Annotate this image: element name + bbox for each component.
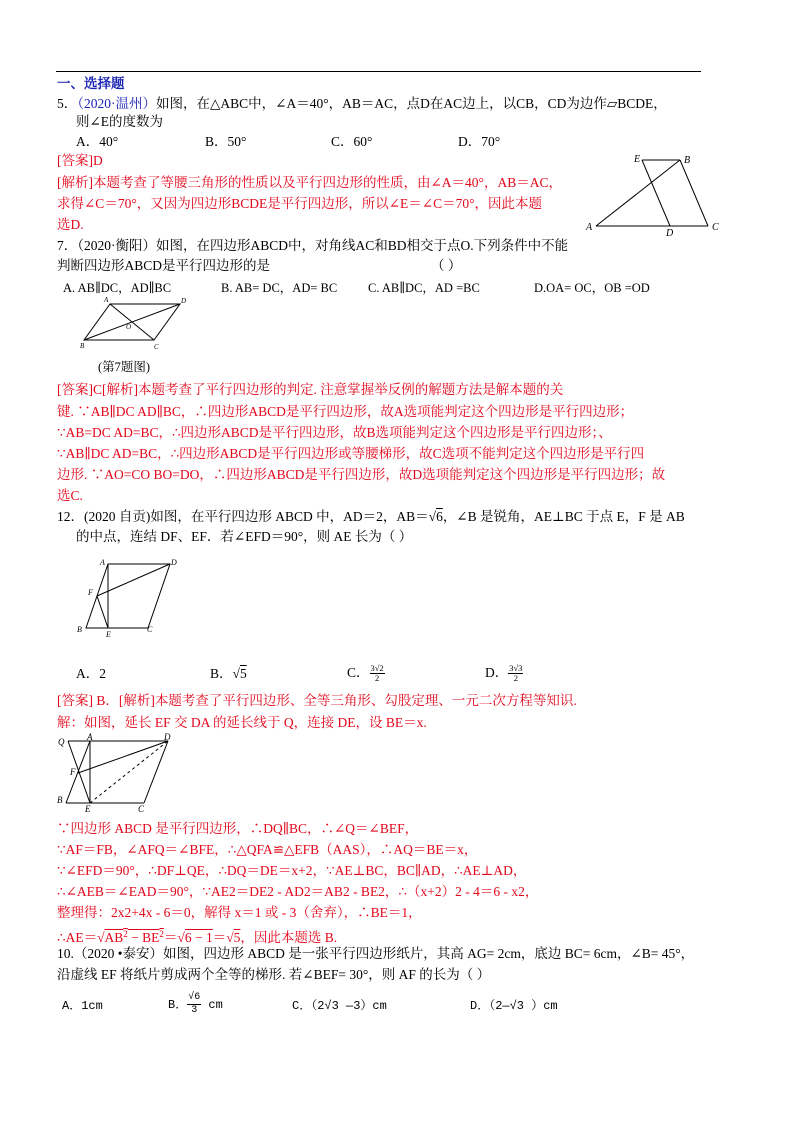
q5-fig-label-b: B <box>684 155 691 166</box>
q10-option-b <box>168 990 223 1020</box>
q12-final-sqrt1: $√AB^2 - BE^2$ <box>97 929 164 945</box>
q12-option-b-letter: B． <box>210 666 233 681</box>
q5-stem-line1 <box>57 95 667 113</box>
q5-option-b: B．50° <box>205 134 247 149</box>
q12-step-4: ∴∠AEB＝∠EAD＝90°，∵AE2＝DE2 - AD2＝AB2 - BE2，∴（x+2）2 - 4＝6 - x2， <box>57 884 539 899</box>
q12-final-sqrt2: √6 − 1 <box>177 930 213 945</box>
q5-option-d: D．70° <box>458 134 501 149</box>
q12-option-c-denominator: 2 <box>374 673 380 684</box>
header-rule <box>56 71 701 72</box>
q5-answer: [答案]D <box>57 153 103 168</box>
q7-stem-line2: 判断四边形ABCD是平行四边形的是 <box>57 258 271 273</box>
q12-final-radicand1 <box>105 930 164 945</box>
q10-option-b-fraction <box>187 992 201 1017</box>
q12-final-suffix: ，因此本题选 B. <box>240 930 338 945</box>
q10-option-b-denominator: 3 <box>191 1005 198 1017</box>
q12-final-rad-ab: AB <box>104 930 124 945</box>
q12-final-radicand2: 6 − 1 <box>184 930 213 945</box>
q10-option-a: A．1cm <box>62 999 103 1013</box>
q7-figure-caption: (第7题图) <box>98 360 151 374</box>
q5-number: 5． <box>57 96 78 111</box>
q12-final-eq2: ＝ <box>212 930 227 945</box>
q7-fig-label-a: A <box>104 296 109 304</box>
q7-option-a: A. AB∥DC，AD∥BC <box>63 281 172 295</box>
q12-stem-line1 <box>57 508 685 526</box>
q12-final-rad-minus: − <box>127 930 143 945</box>
q12-final-rad-be-exp: 2 <box>159 929 164 939</box>
q12-fig2-label-c: C <box>138 804 145 813</box>
q10-number: 10. <box>57 946 74 961</box>
q10-option-b-letter: B． <box>168 998 188 1012</box>
q12-fig-label-d: D <box>171 558 177 567</box>
q12-figure <box>72 556 188 640</box>
q12-fig-label-a: A <box>100 558 105 567</box>
q5-fig-label-a: A <box>586 222 593 233</box>
q12-fig2-label-d: D <box>164 733 171 742</box>
q12-solution-intro: 解：如图，延长 EF 交 DA 的延长线于 Q，连接 DE，设 BE＝x. <box>57 715 427 730</box>
q5-stem-line2: 则∠E的度数为 <box>76 114 164 129</box>
q12-fig-label-e: E <box>106 630 111 639</box>
q10-stem-line1 <box>57 945 694 963</box>
q12-answer-line: [答案] B．[解析]本题考查了平行四边形、全等三角形、勾股定理、一元二次方程等知识. <box>57 693 577 708</box>
q12-final-prefix: ∴AE＝ <box>57 930 98 945</box>
q12-option-d-denominator: 2 <box>513 673 518 684</box>
q12-option-c <box>347 660 385 686</box>
q12-stem-part1: (2020 自贡)如图，在平行四边形 ABCD 中，AD＝2，AB＝ <box>84 509 429 524</box>
q5-fig-label-e: E <box>634 154 641 165</box>
q12-solution-figure <box>54 733 184 813</box>
q12-stem-part2: ，∠B 是锐角，AE⊥BC 于点 E，F 是 AB <box>442 509 685 524</box>
q5-figure <box>582 150 722 238</box>
q12-option-c-numerator: 3√2 <box>370 663 384 674</box>
q7-stem-text: （2020·衡阳）如图，在四边形ABCD中，对角线AC和BD相交于点O.下列条件中不能 <box>77 238 569 253</box>
q12-option-c-fraction <box>370 664 385 683</box>
q12-option-d <box>485 660 523 686</box>
q7-stem-line1 <box>57 237 568 255</box>
q5-analysis-line1: [解析]本题考查了等腰三角形的性质以及平行四边形的性质，由∠A＝40°，AB＝AC， <box>57 175 562 190</box>
q7-option-c: C. AB∥DC，AD =BC <box>368 281 480 295</box>
q12-stem-line2: 的中点，连结 DF、EF．若∠EFD＝90°，则 AE 长为（ ） <box>76 529 413 544</box>
q7-analysis-line1: [答案]C[解析]本题考查了平行四边形的判定. 注意掌握举反例的解题方法是解本题的关 <box>57 382 564 397</box>
q12-final-sqrt3: √5 <box>226 930 241 945</box>
q12-final-rad-be: BE <box>142 930 160 945</box>
q7-number: 7． <box>57 238 78 253</box>
q5-source: （2020·温州） <box>77 96 156 111</box>
q12-option-d-letter: D． <box>485 665 509 680</box>
q7-answer-paren: （ ） <box>431 258 462 273</box>
q12-step-2: ∵AF＝FB，∠AFQ＝∠BFE，∴△QFA≌△EFB（AAS），∴AQ＝BE＝x， <box>57 842 478 857</box>
q7-fig-label-o: O <box>126 323 132 331</box>
q12-option-a: A．2 <box>76 666 106 681</box>
q7-analysis-line6: 选C. <box>57 488 83 503</box>
q12-fig2-label-a: A <box>87 733 93 742</box>
q12-option-d-numerator: 3√3 <box>509 663 523 674</box>
q12-step-3: ∵∠EFD＝90°，∴DF⊥QE，∴DQ＝DE＝x+2，∵AE⊥BC，BC∥AD，∴AE⊥AD， <box>57 863 527 878</box>
q7-fig-label-c: C <box>154 343 159 351</box>
q10-stem-line2: 沿虚线 EF 将纸片剪成两个全等的梯形. 若∠BEF= 30°，则 AF 的长为（ ） <box>57 967 491 982</box>
q5-fig-label-d: D <box>666 228 674 238</box>
q10-option-b-unit: cm <box>208 998 223 1012</box>
q12-final-eq1: ＝ <box>163 930 178 945</box>
q12-final-radicand3: 5 <box>233 930 241 945</box>
q10-stem-text: （2020 •泰安）如图，四边形 ABCD 是一张平行四边形纸片，其高 AG= 2cm，底边 BC= 6cm，∠B= 45°， <box>73 946 695 961</box>
q12-number: 12． <box>57 509 84 524</box>
q7-fig-label-b: B <box>80 342 85 350</box>
section-title: 一、选择题 <box>57 76 125 91</box>
q5-analysis-line3: 选D. <box>57 217 84 232</box>
q12-step-1: ∵四边形 ABCD 是平行四边形，∴DQ∥BC，∴∠Q＝∠BEF， <box>57 821 419 836</box>
q12-sqrt: √6 <box>428 509 443 524</box>
q12-fig-label-b: B <box>77 625 82 634</box>
q7-fig-label-d: D <box>181 297 187 305</box>
q7-analysis-line2: 键. ∵AB∥DC AD∥BC，∴四边形ABCD是平行四边形，故A选项能判定这个四边形是平行四边形； <box>57 404 634 419</box>
q12-fig-label-c: C <box>147 625 153 634</box>
q12-fig2-label-q: Q <box>58 737 65 747</box>
q7-analysis-line5: 边形. ∵AO=CO BO=DO，∴四边形ABCD是平行四边形，故D选项能判定这个四边形是平行四边形；故 <box>57 467 666 482</box>
q12-fig-label-f: F <box>88 588 93 597</box>
q12-option-b-sqrt: √5 <box>232 666 247 681</box>
q12-final-rad-ab-exp: 2 <box>123 929 128 939</box>
q12-fig2-label-b: B <box>57 795 63 805</box>
q12-fig2-label-e: E <box>85 804 91 813</box>
q10-option-d: D．（2—√3 ）cm <box>470 999 558 1013</box>
q12-sqrt-radicand: 6 <box>436 509 443 524</box>
q12-step-5: 整理得：2x2+4x - 6＝0，解得 x＝1 或 - 3（舍弃），∴BE＝1， <box>57 905 422 920</box>
q12-option-d-fraction <box>508 664 523 683</box>
q12-option-b-radicand: 5 <box>239 666 247 681</box>
q5-option-a: A．40° <box>76 134 119 149</box>
q5-analysis-line2: 求得∠C＝70°，又因为四边形BCDE是平行四边形，所以∠E＝∠C＝70°，因此本题 <box>57 196 542 211</box>
q12-final-result <box>57 925 337 947</box>
q7-option-d: D.OA= OC，OB =OD <box>534 281 650 295</box>
q7-analysis-line3: ∵AB=DC AD=BC，∴四边形ABCD是平行四边形，故B选项能判定这个四边形是平行四边形；、 <box>57 425 612 440</box>
q5-stem-text: 如图，在△ABC中，∠A＝40°，AB＝AC，点D在AC边上，以CB，CD为边作▱BCDE， <box>156 96 667 111</box>
q5-fig-label-c: C <box>712 222 719 233</box>
q7-option-b: B. AB= DC，AD= BC <box>221 281 338 295</box>
q12-fig2-label-f: F <box>70 767 76 777</box>
q7-figure <box>78 296 190 354</box>
q5-option-c: C．60° <box>331 134 373 149</box>
q12-option-c-letter: C． <box>347 665 370 680</box>
q7-analysis-line4: ∵AB∥DC AD=BC，∴四边形ABCD是平行四边形或等腰梯形，故C选项不能判定这个四边形是平行四 <box>57 446 645 461</box>
q10-option-c: C．（2√3 —3）cm <box>292 999 387 1013</box>
q12-option-b <box>210 665 247 683</box>
q10-option-b-numerator: √6 <box>188 992 201 1004</box>
